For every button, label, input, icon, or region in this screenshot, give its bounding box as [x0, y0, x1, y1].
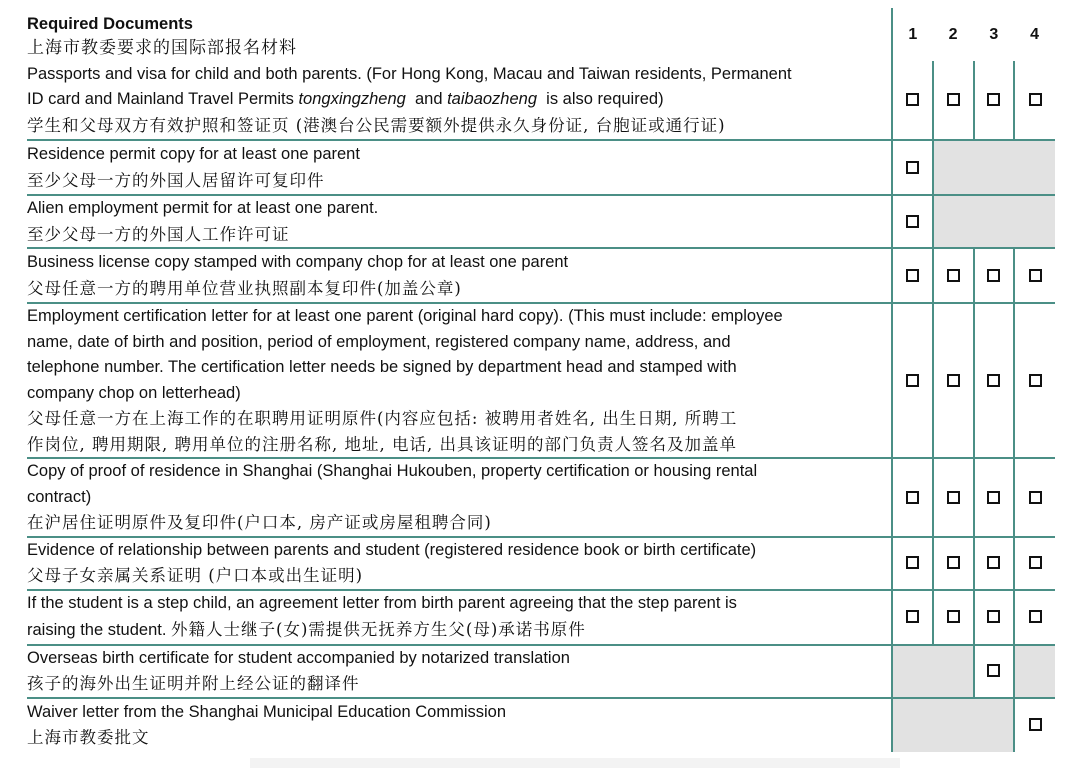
checkbox-icon[interactable] — [1029, 269, 1042, 282]
checkbox-cell — [974, 248, 1015, 303]
checkbox-icon[interactable] — [906, 556, 919, 569]
checkbox-cell — [933, 590, 974, 645]
checkbox-icon[interactable] — [987, 664, 1000, 677]
document-description — [27, 195, 892, 248]
row-text-cn: 在沪居住证明原件及复印件(户口本, 房产证或房屋租聘合同) — [27, 513, 492, 532]
document-row — [27, 458, 1055, 537]
row-text-cn: 父母任意一方的聘用单位营业执照副本复印件(加盖公章) — [27, 278, 462, 298]
document-row — [27, 248, 1055, 303]
checkbox-cell — [1014, 248, 1055, 303]
column-header-4: 4 — [1030, 25, 1040, 43]
checkbox-cell — [1014, 590, 1055, 645]
checkbox-cell — [933, 458, 974, 537]
document-row — [27, 303, 1055, 458]
checkbox-icon[interactable] — [1029, 556, 1042, 569]
row-text-cn: 学生和父母双方有效护照和签证页 (港澳台公民需要额外提供永久身份证, 台胞证或通行证) — [27, 115, 726, 135]
checkbox-cell — [1014, 537, 1055, 590]
checkbox-cell — [974, 61, 1015, 140]
document-description — [27, 537, 892, 590]
page-edge-shadow — [250, 758, 900, 768]
header-title-cn: 上海市教委要求的国际部报名材料 — [27, 37, 297, 58]
checkbox-cell — [892, 248, 933, 303]
checkbox-icon[interactable] — [906, 93, 919, 106]
checkbox-icon[interactable] — [987, 491, 1000, 504]
checkbox-cell — [933, 537, 974, 590]
checkbox-icon[interactable] — [1029, 491, 1042, 504]
header-row — [27, 8, 1055, 61]
checkbox-icon[interactable] — [947, 491, 960, 504]
row-text-en: company chop on letterhead) — [27, 383, 241, 402]
header-title-cell — [27, 8, 892, 61]
document-row — [27, 61, 1055, 140]
document-row — [27, 140, 1055, 195]
checkbox-icon[interactable] — [947, 269, 960, 282]
checkbox-cell — [892, 61, 933, 140]
row-text-en: contract) — [27, 487, 92, 506]
checkbox-icon[interactable] — [987, 93, 1000, 106]
checkbox-cell — [892, 303, 933, 458]
checkbox-cell — [1014, 458, 1055, 537]
row-text-cn: 孩子的海外出生证明并附上经公证的翻译件 — [27, 674, 360, 693]
required-documents-table — [27, 8, 1055, 752]
document-description — [27, 303, 892, 458]
checkbox-icon[interactable] — [906, 215, 919, 228]
checkbox-cell — [892, 537, 933, 590]
row-text-en: Residence permit copy for at least one parent — [27, 145, 360, 163]
checkbox-cell — [1014, 303, 1055, 458]
checkbox-icon[interactable] — [947, 610, 960, 623]
checkbox-icon[interactable] — [906, 491, 919, 504]
document-row — [27, 590, 1055, 645]
row-text-cn: 父母子女亲属关系证明 (户口本或出生证明) — [27, 566, 364, 585]
not-applicable-cell — [1014, 645, 1055, 698]
checkbox-cell — [892, 195, 933, 248]
checkbox-cell — [1014, 698, 1055, 752]
checkbox-cell — [933, 303, 974, 458]
document-row — [27, 195, 1055, 248]
document-row — [27, 698, 1055, 752]
row-text-en: If the student is a step child, an agreement letter from birth parent agreeing that the step parent is — [27, 594, 737, 612]
row-text-en: Passports and visa for child and both parents. (For Hong Kong, Macau and Taiwan residents, Permanent — [27, 64, 792, 83]
document-description — [27, 61, 892, 140]
row-text-en: ID card and Mainland Travel Permits tongxingzheng and taibaozheng is also required) — [27, 90, 664, 109]
checkbox-icon[interactable] — [906, 161, 919, 174]
row-text-cn: 作岗位, 聘用期限, 聘用单位的注册名称, 地址, 电话, 出具该证明的部门负责人签名及加盖单 — [27, 434, 737, 454]
checkbox-icon[interactable] — [906, 610, 919, 623]
checkbox-cell — [892, 458, 933, 537]
row-text-cn: 至少父母一方的外国人工作许可证 — [27, 224, 290, 244]
checkbox-icon[interactable] — [947, 556, 960, 569]
document-description — [27, 248, 892, 303]
column-header-1: 1 — [908, 25, 918, 43]
document-description — [27, 698, 892, 752]
row-text-cn: 至少父母一方的外国人居留许可复印件 — [27, 170, 325, 190]
row-text-en: name, date of birth and position, period of employment, registered company name, address, and — [27, 332, 731, 351]
row-text-en: raising the student. 外籍人士继子(女)需提供无抚养方生父(母)承诺书原件 — [27, 619, 586, 639]
checkbox-cell — [1014, 61, 1055, 140]
not-applicable-cell — [892, 645, 974, 698]
checkbox-icon[interactable] — [987, 269, 1000, 282]
checkbox-cell — [933, 248, 974, 303]
checkbox-icon[interactable] — [947, 93, 960, 106]
checkbox-icon[interactable] — [947, 374, 960, 387]
checkbox-cell — [974, 590, 1015, 645]
checkbox-icon[interactable] — [906, 374, 919, 387]
checkbox-icon[interactable] — [987, 556, 1000, 569]
document-description — [27, 140, 892, 195]
checkbox-icon[interactable] — [1029, 93, 1042, 106]
checkbox-cell — [974, 458, 1015, 537]
checkbox-icon[interactable] — [987, 610, 1000, 623]
document-description — [27, 458, 892, 537]
row-text-en: telephone number. The certification letter needs be signed by department head and stamped with — [27, 358, 737, 376]
document-row — [27, 537, 1055, 590]
checkbox-cell — [974, 303, 1015, 458]
row-text-cn: 父母任意一方在上海工作的在职聘用证明原件(内容应包括: 被聘用者姓名, 出生日期, 所聘工 — [27, 409, 738, 428]
column-header-3: 3 — [989, 25, 999, 43]
document-row — [27, 645, 1055, 698]
row-text-en: Overseas birth certificate for student accompanied by notarized translation — [27, 648, 570, 667]
row-text-en: Business license copy stamped with company chop for at least one parent — [27, 253, 569, 271]
document-description — [27, 645, 892, 698]
checkbox-icon[interactable] — [1029, 718, 1042, 731]
checkbox-cell — [892, 590, 933, 645]
row-text-en: Copy of proof of residence in Shanghai (Shanghai Hukouben, property certification or housing rental — [27, 462, 758, 480]
row-text-en: Waiver letter from the Shanghai Municipal Education Commission — [27, 702, 507, 721]
row-text-en: Alien employment permit for at least one parent. — [27, 199, 379, 217]
row-text-en: Employment certification letter for at least one parent (original hard copy). (This must include: employee — [27, 307, 783, 325]
row-text-en: Evidence of relationship between parents and student (registered residence book or birth certificate) — [27, 540, 757, 559]
not-applicable-cell — [892, 698, 1014, 752]
not-applicable-cell — [933, 195, 1055, 248]
column-header-2: 2 — [948, 25, 958, 43]
checkbox-cell — [974, 537, 1015, 590]
not-applicable-cell — [933, 140, 1055, 195]
checkbox-cell — [933, 61, 974, 140]
header-title-en: Required Documents — [27, 14, 193, 33]
checkbox-icon[interactable] — [906, 269, 919, 282]
checkbox-icon[interactable] — [1029, 374, 1042, 387]
row-text-cn: 上海市教委批文 — [27, 728, 150, 747]
checkbox-cell — [974, 645, 1015, 698]
checkbox-cell — [892, 140, 933, 195]
checkbox-icon[interactable] — [987, 374, 1000, 387]
checkbox-icon[interactable] — [1029, 610, 1042, 623]
document-description — [27, 590, 892, 645]
